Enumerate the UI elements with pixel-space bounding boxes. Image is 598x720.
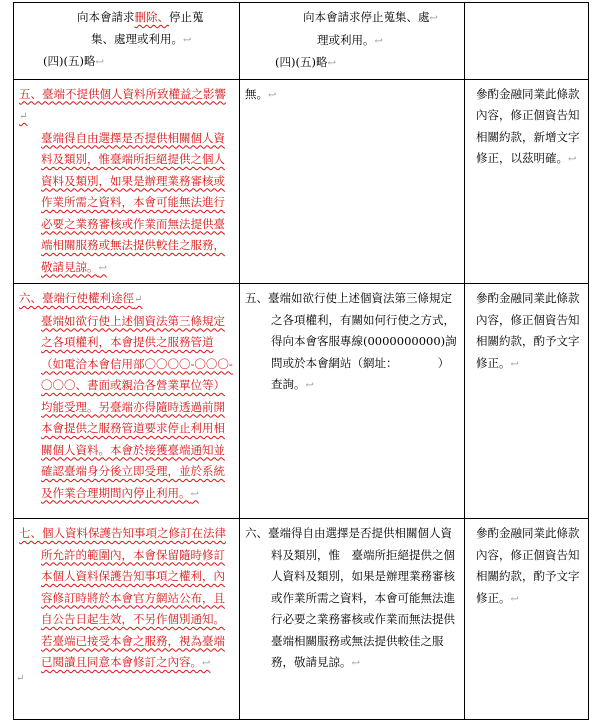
text-run: 五、臺端如欲行使上述個資法第三條規定之各項權利，有關如何行使之方式，得向本會客服專線(0000000000)詢問或於本會網站（網址： ）查詢。 [245,291,457,391]
note-text: 參酌金融同業此條款內容，修正個資告知相關約款，新增文字修正，以茲明確。 [476,86,580,165]
paragraph-mark: ↩ [327,58,336,69]
table-row [14,3,589,80]
current-cell [240,284,465,519]
paragraph-mark: ↩ [190,488,199,500]
paragraph-mark: ↵ [16,673,25,684]
table-row [14,519,589,720]
text-run: (四)(五)略 [43,54,96,68]
paragraph-mark: ↩ [568,154,577,165]
text-run: 停止蒐 [169,10,204,24]
note-cell [465,519,589,720]
note-cell [465,3,589,80]
text-run: 無。 [245,86,268,101]
paragraph-mark: ↩ [305,380,314,391]
text-run: 集、處理或利用。 [91,31,183,46]
current-cell [240,519,465,720]
paragraph-mark: ↩ [98,262,107,274]
note-cell [465,79,589,284]
paragraph-mark: ↵ [134,294,143,305]
text-run: 向本會請求 [77,10,135,24]
paragraph-mark: ↩ [374,35,383,47]
section-body: 臺端如欲行使上述個資法第三條規定之各項權利，本會提供之服務管道（如電洽本會信用部〇〇〇〇-〇〇〇-〇〇〇、書面或親洽各營業單位等）均能受理。另臺端亦得隨時透過前開本會提供之服務管道要求停止利用相關個人資料。本會於接獲臺端通知並確認臺端身分後立即受理，並於系統及作業合理期間內停止利用。↩ [41,313,233,500]
text-run: (四)(五)略 [275,55,328,69]
text-run: 向本會請求停止蒐集、處 [303,10,430,24]
note-cell [465,284,589,519]
table-row [14,79,589,284]
paragraph-mark: ↵ [19,111,28,122]
table-row [14,284,589,519]
text-run: 理或利用。 [317,32,375,47]
deleted-text: 刪除、 [134,10,169,24]
note-text: 參酌金融同業此條款內容，修正個資告知相關約款，酌予文字修正。 [476,526,580,605]
note-text: 參酌金融同業此條款內容，修正個資告知相關約款，酌予文字修正。 [476,291,580,370]
revised-cell [14,79,240,284]
current-cell [240,3,465,80]
current-cell [240,79,465,284]
section-title: 六、臺端行使權利途徑↵ [19,291,143,305]
paragraph-mark: ↩ [202,658,211,669]
comparison-table [13,2,589,720]
section-body: 七、個人資料保護告知事項之修訂在法律所允許的範圍內，本會保留隨時修訂本個人資料保護告知事項之權利，內容修訂時將於本會官方網站公布，且自公告日起生效，不另作個別通知。若臺端已接受本會之服務，視為臺端已閱讀且同意本會修訂之內容。↩ [19,526,226,669]
text-run: 六、臺端得自由選擇是否提供相關個人資料及類別，惟 臺端所拒絕提供之個人資料及類別，如果是辦理業務審核或作業所需之資料，本會可能無法進行必要之業務審核或作業而無法提供 臺端相關服務或無法提供較佳之服務，敬請見諒。 [245,526,467,669]
paragraph-mark: ↩ [510,593,519,605]
paragraph-mark: ↩ [510,358,519,370]
paragraph-mark: ↩ [95,57,104,68]
paragraph-mark: ↩ [351,658,360,669]
paragraph-mark: ↩ [268,89,277,101]
revised-cell [14,519,240,720]
revised-cell [14,284,240,519]
section-title: 五、臺端不提供個人資料所致權益之影響↵ [19,86,226,122]
section-body: 臺端得自由選擇是否提供相關個人資料及類別，惟臺端所拒絕提供之個人資料及類別，如果是辦理業務審核或作業所需之資料，本會可能無法進行必要之業務審核或作業而無法提供臺端相關服務或無法提供較佳之服務，敬請見諒。↩ [41,130,225,274]
paragraph-mark: ↩ [183,34,192,46]
revised-cell [14,3,240,80]
paragraph-mark: ↩ [429,13,438,24]
